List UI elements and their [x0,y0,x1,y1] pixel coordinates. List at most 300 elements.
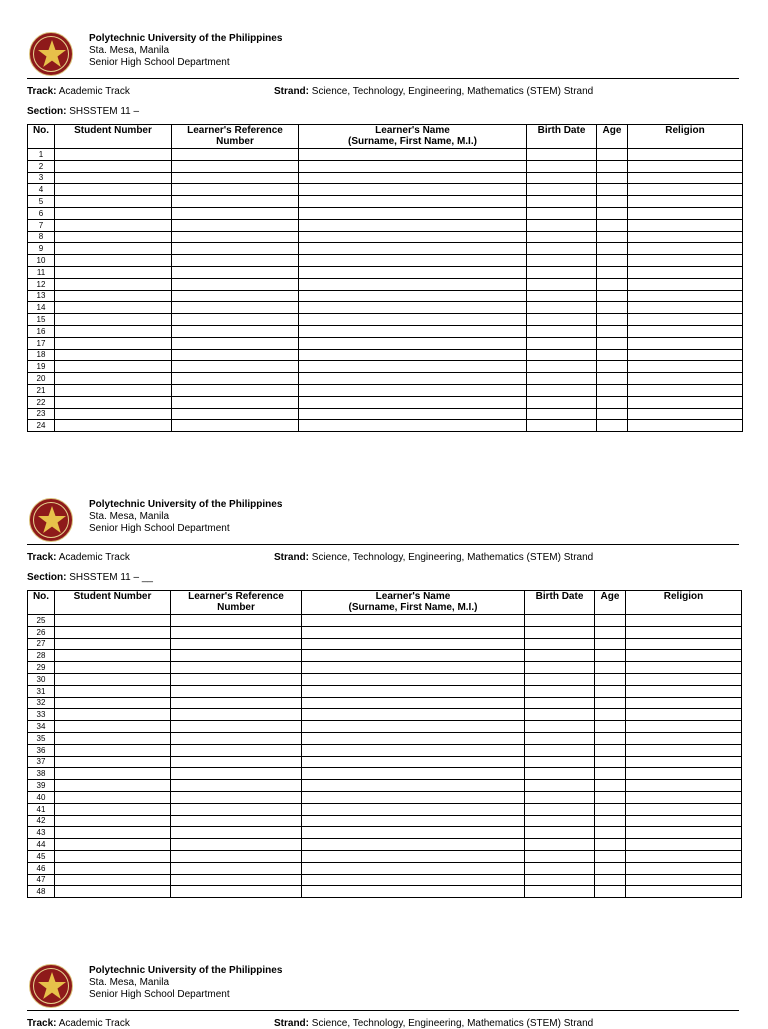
cell-student-number[interactable] [55,815,171,827]
cell-student-number[interactable] [55,650,171,662]
cell-lrn[interactable] [172,207,299,219]
cell-learner-name[interactable] [302,768,525,780]
cell-learner-name[interactable] [302,791,525,803]
cell-student-number[interactable] [55,278,172,290]
cell-birth-date[interactable] [525,615,595,627]
cell-age[interactable] [597,361,628,373]
cell-student-number[interactable] [55,231,172,243]
cell-student-number[interactable] [55,662,171,674]
cell-age[interactable] [595,886,626,898]
cell-learner-name[interactable] [299,219,527,231]
cell-learner-name[interactable] [302,862,525,874]
cell-birth-date[interactable] [525,803,595,815]
cell-student-number[interactable] [55,361,172,373]
cell-birth-date[interactable] [527,325,597,337]
cell-lrn[interactable] [172,302,299,314]
cell-age[interactable] [595,721,626,733]
cell-age[interactable] [595,615,626,627]
cell-lrn[interactable] [171,626,302,638]
cell-religion[interactable] [626,673,742,685]
row-number: 5 [28,196,55,208]
cell-age[interactable] [595,638,626,650]
cell-religion[interactable] [626,697,742,709]
cell-religion[interactable] [628,302,743,314]
cell-student-number[interactable] [55,768,171,780]
cell-age[interactable] [597,255,628,267]
cell-religion[interactable] [626,839,742,851]
cell-lrn[interactable] [172,408,299,420]
cell-lrn[interactable] [171,768,302,780]
cell-lrn[interactable] [172,172,299,184]
cell-learner-name[interactable] [299,149,527,161]
cell-religion[interactable] [628,290,743,302]
cell-lrn[interactable] [172,361,299,373]
cell-religion[interactable] [628,149,743,161]
cell-age[interactable] [597,184,628,196]
cell-birth-date[interactable] [525,756,595,768]
cell-learner-name[interactable] [302,732,525,744]
cell-student-number[interactable] [55,396,172,408]
cell-learner-name[interactable] [299,278,527,290]
cell-learner-name[interactable] [299,255,527,267]
cell-birth-date[interactable] [525,721,595,733]
cell-age[interactable] [595,827,626,839]
cell-learner-name[interactable] [299,207,527,219]
cell-student-number[interactable] [55,756,171,768]
cell-age[interactable] [595,803,626,815]
cell-religion[interactable] [626,685,742,697]
cell-lrn[interactable] [171,721,302,733]
cell-religion[interactable] [626,768,742,780]
cell-age[interactable] [597,266,628,278]
cell-birth-date[interactable] [525,886,595,898]
cell-student-number[interactable] [55,207,172,219]
cell-learner-name[interactable] [299,290,527,302]
cell-birth-date[interactable] [527,396,597,408]
cell-birth-date[interactable] [527,184,597,196]
cell-age[interactable] [595,732,626,744]
cell-student-number[interactable] [55,673,171,685]
cell-learner-name[interactable] [299,184,527,196]
cell-student-number[interactable] [55,349,172,361]
cell-birth-date[interactable] [525,850,595,862]
cell-student-number[interactable] [55,744,171,756]
cell-birth-date[interactable] [525,827,595,839]
cell-student-number[interactable] [55,420,172,432]
cell-lrn[interactable] [171,803,302,815]
cell-birth-date[interactable] [525,709,595,721]
cell-religion[interactable] [626,662,742,674]
cell-student-number[interactable] [55,184,172,196]
cell-religion[interactable] [628,160,743,172]
cell-student-number[interactable] [55,615,171,627]
cell-learner-name[interactable] [302,697,525,709]
cell-religion[interactable] [628,184,743,196]
cell-birth-date[interactable] [527,408,597,420]
cell-student-number[interactable] [55,780,171,792]
cell-learner-name[interactable] [302,709,525,721]
col-student-number: Student Number [55,125,172,149]
cell-age[interactable] [597,420,628,432]
cell-lrn[interactable] [172,266,299,278]
cell-age[interactable] [595,862,626,874]
cell-birth-date[interactable] [525,874,595,886]
cell-learner-name[interactable] [302,626,525,638]
cell-birth-date[interactable] [525,839,595,851]
cell-learner-name[interactable] [299,196,527,208]
cell-learner-name[interactable] [302,803,525,815]
cell-learner-name[interactable] [299,384,527,396]
cell-age[interactable] [597,302,628,314]
cell-religion[interactable] [626,886,742,898]
cell-student-number[interactable] [55,219,172,231]
cell-learner-name[interactable] [299,243,527,255]
cell-learner-name[interactable] [299,172,527,184]
cell-student-number[interactable] [55,709,171,721]
cell-birth-date[interactable] [525,673,595,685]
cell-birth-date[interactable] [525,685,595,697]
cell-religion[interactable] [628,420,743,432]
cell-lrn[interactable] [172,420,299,432]
cell-student-number[interactable] [55,160,172,172]
cell-religion[interactable] [626,626,742,638]
cell-age[interactable] [595,662,626,674]
cell-birth-date[interactable] [527,349,597,361]
cell-religion[interactable] [626,744,742,756]
cell-lrn[interactable] [171,780,302,792]
cell-age[interactable] [597,160,628,172]
cell-religion[interactable] [626,827,742,839]
table-row [28,839,742,851]
cell-learner-name[interactable] [302,756,525,768]
cell-birth-date[interactable] [525,662,595,674]
cell-student-number[interactable] [55,149,172,161]
cell-student-number[interactable] [55,803,171,815]
cell-lrn[interactable] [172,149,299,161]
cell-religion[interactable] [626,721,742,733]
cell-religion[interactable] [628,278,743,290]
cell-lrn[interactable] [171,697,302,709]
cell-religion[interactable] [628,207,743,219]
cell-lrn[interactable] [171,839,302,851]
cell-lrn[interactable] [172,231,299,243]
cell-student-number[interactable] [55,791,171,803]
cell-lrn[interactable] [172,184,299,196]
cell-lrn[interactable] [171,874,302,886]
cell-lrn[interactable] [171,827,302,839]
cell-religion[interactable] [628,255,743,267]
cell-lrn[interactable] [172,314,299,326]
cell-lrn[interactable] [171,886,302,898]
cell-religion[interactable] [626,638,742,650]
cell-lrn[interactable] [172,219,299,231]
cell-age[interactable] [597,337,628,349]
cell-lrn[interactable] [172,243,299,255]
cell-learner-name[interactable] [299,408,527,420]
cell-lrn[interactable] [171,744,302,756]
cell-religion[interactable] [628,231,743,243]
cell-age[interactable] [595,744,626,756]
cell-lrn[interactable] [171,673,302,685]
cell-learner-name[interactable] [302,886,525,898]
cell-age[interactable] [597,172,628,184]
col-religion: Religion [628,125,743,149]
cell-learner-name[interactable] [299,302,527,314]
cell-student-number[interactable] [55,732,171,744]
cell-birth-date[interactable] [525,638,595,650]
cell-religion[interactable] [626,815,742,827]
cell-student-number[interactable] [55,626,171,638]
cell-student-number[interactable] [55,325,172,337]
cell-student-number[interactable] [55,255,172,267]
cell-age[interactable] [595,791,626,803]
cell-age[interactable] [595,768,626,780]
cell-birth-date[interactable] [525,650,595,662]
cell-lrn[interactable] [172,290,299,302]
cell-student-number[interactable] [55,172,172,184]
cell-birth-date[interactable] [525,815,595,827]
cell-birth-date[interactable] [527,231,597,243]
cell-age[interactable] [597,384,628,396]
cell-religion[interactable] [628,219,743,231]
cell-birth-date[interactable] [525,697,595,709]
cell-student-number[interactable] [55,337,172,349]
cell-religion[interactable] [628,361,743,373]
cell-lrn[interactable] [172,373,299,385]
table-row [28,420,743,432]
cell-birth-date[interactable] [527,219,597,231]
cell-age[interactable] [595,815,626,827]
cell-religion[interactable] [628,373,743,385]
cell-student-number[interactable] [55,839,171,851]
cell-age[interactable] [597,373,628,385]
cell-student-number[interactable] [55,373,172,385]
cell-student-number[interactable] [55,721,171,733]
cell-learner-name[interactable] [299,337,527,349]
cell-age[interactable] [595,685,626,697]
cell-religion[interactable] [628,384,743,396]
cell-learner-name[interactable] [302,721,525,733]
cell-religion[interactable] [626,756,742,768]
cell-lrn[interactable] [171,756,302,768]
cell-age[interactable] [595,673,626,685]
cell-lrn[interactable] [171,815,302,827]
cell-religion[interactable] [626,650,742,662]
cell-age[interactable] [597,396,628,408]
cell-birth-date[interactable] [527,314,597,326]
cell-learner-name[interactable] [299,373,527,385]
cell-learner-name[interactable] [299,396,527,408]
cell-student-number[interactable] [55,302,172,314]
row-number: 33 [28,709,55,721]
cell-lrn[interactable] [172,325,299,337]
cell-learner-name[interactable] [302,850,525,862]
cell-age[interactable] [597,196,628,208]
cell-learner-name[interactable] [299,349,527,361]
cell-lrn[interactable] [171,709,302,721]
cell-age[interactable] [597,325,628,337]
table-row [28,886,742,898]
strand-value: Science, Technology, Engineering, Mathematics (STEM) Strand [311,86,594,97]
cell-student-number[interactable] [55,697,171,709]
cell-student-number[interactable] [55,408,172,420]
cell-learner-name[interactable] [302,744,525,756]
cell-student-number[interactable] [55,314,172,326]
cell-religion[interactable] [626,791,742,803]
cell-student-number[interactable] [55,266,172,278]
cell-age[interactable] [597,314,628,326]
cell-learner-name[interactable] [302,827,525,839]
cell-student-number[interactable] [55,638,171,650]
cell-religion[interactable] [626,732,742,744]
table-row [28,756,742,768]
cell-birth-date[interactable] [525,744,595,756]
cell-lrn[interactable] [172,349,299,361]
cell-lrn[interactable] [171,615,302,627]
cell-age[interactable] [597,290,628,302]
cell-lrn[interactable] [171,685,302,697]
cell-birth-date[interactable] [525,780,595,792]
cell-religion[interactable] [626,780,742,792]
cell-birth-date[interactable] [527,196,597,208]
cell-learner-name[interactable] [299,361,527,373]
table-row [28,196,743,208]
cell-age[interactable] [595,697,626,709]
cell-birth-date[interactable] [527,255,597,267]
cell-birth-date[interactable] [527,266,597,278]
cell-age[interactable] [595,850,626,862]
cell-student-number[interactable] [55,850,171,862]
cell-student-number[interactable] [55,243,172,255]
cell-lrn[interactable] [172,278,299,290]
cell-student-number[interactable] [55,827,171,839]
cell-age[interactable] [595,780,626,792]
cell-age[interactable] [597,149,628,161]
cell-lrn[interactable] [171,791,302,803]
cell-student-number[interactable] [55,874,171,886]
cell-birth-date[interactable] [525,732,595,744]
cell-learner-name[interactable] [302,780,525,792]
cell-lrn[interactable] [171,850,302,862]
cell-religion[interactable] [628,325,743,337]
cell-religion[interactable] [628,172,743,184]
cell-lrn[interactable] [172,337,299,349]
cell-learner-name[interactable] [302,638,525,650]
cell-age[interactable] [595,650,626,662]
cell-age[interactable] [595,756,626,768]
cell-learner-name[interactable] [299,160,527,172]
cell-lrn[interactable] [172,196,299,208]
cell-birth-date[interactable] [527,243,597,255]
cell-lrn[interactable] [172,396,299,408]
cell-lrn[interactable] [171,732,302,744]
cell-student-number[interactable] [55,384,172,396]
cell-age[interactable] [597,349,628,361]
cell-lrn[interactable] [172,255,299,267]
cell-birth-date[interactable] [527,207,597,219]
cell-lrn[interactable] [172,384,299,396]
cell-age[interactable] [597,219,628,231]
cell-age[interactable] [595,839,626,851]
cell-learner-name[interactable] [299,325,527,337]
cell-birth-date[interactable] [527,384,597,396]
cell-birth-date[interactable] [527,373,597,385]
cell-religion[interactable] [626,803,742,815]
cell-birth-date[interactable] [527,149,597,161]
row-number: 12 [28,278,55,290]
cell-student-number[interactable] [55,862,171,874]
cell-learner-name[interactable] [299,266,527,278]
cell-birth-date[interactable] [525,862,595,874]
cell-birth-date[interactable] [527,302,597,314]
cell-age[interactable] [597,231,628,243]
cell-religion[interactable] [628,349,743,361]
cell-birth-date[interactable] [527,420,597,432]
cell-lrn[interactable] [171,650,302,662]
cell-religion[interactable] [628,314,743,326]
cell-birth-date[interactable] [525,626,595,638]
cell-religion[interactable] [628,408,743,420]
cell-age[interactable] [597,207,628,219]
cell-religion[interactable] [628,196,743,208]
cell-birth-date[interactable] [527,160,597,172]
cell-age[interactable] [595,709,626,721]
cell-learner-name[interactable] [302,839,525,851]
cell-birth-date[interactable] [527,361,597,373]
cell-birth-date[interactable] [527,290,597,302]
cell-religion[interactable] [628,396,743,408]
cell-birth-date[interactable] [527,278,597,290]
cell-religion[interactable] [628,266,743,278]
cell-birth-date[interactable] [525,768,595,780]
cell-learner-name[interactable] [302,673,525,685]
cell-lrn[interactable] [171,662,302,674]
cell-learner-name[interactable] [302,615,525,627]
cell-religion[interactable] [626,862,742,874]
cell-religion[interactable] [626,850,742,862]
cell-age[interactable] [597,243,628,255]
cell-lrn[interactable] [171,638,302,650]
cell-learner-name[interactable] [302,650,525,662]
cell-student-number[interactable] [55,290,172,302]
cell-age[interactable] [595,626,626,638]
cell-learner-name[interactable] [299,231,527,243]
cell-religion[interactable] [628,337,743,349]
cell-birth-date[interactable] [525,791,595,803]
cell-learner-name[interactable] [302,662,525,674]
cell-learner-name[interactable] [299,314,527,326]
cell-learner-name[interactable] [299,420,527,432]
cell-student-number[interactable] [55,886,171,898]
cell-lrn[interactable] [172,160,299,172]
cell-religion[interactable] [626,874,742,886]
cell-learner-name[interactable] [302,815,525,827]
cell-age[interactable] [595,874,626,886]
cell-religion[interactable] [626,615,742,627]
cell-age[interactable] [597,278,628,290]
cell-learner-name[interactable] [302,874,525,886]
cell-lrn[interactable] [171,862,302,874]
cell-age[interactable] [597,408,628,420]
cell-religion[interactable] [626,709,742,721]
cell-student-number[interactable] [55,196,172,208]
cell-student-number[interactable] [55,685,171,697]
cell-birth-date[interactable] [527,172,597,184]
cell-learner-name[interactable] [302,685,525,697]
table-row [28,149,743,161]
cell-religion[interactable] [628,243,743,255]
cell-birth-date[interactable] [527,337,597,349]
